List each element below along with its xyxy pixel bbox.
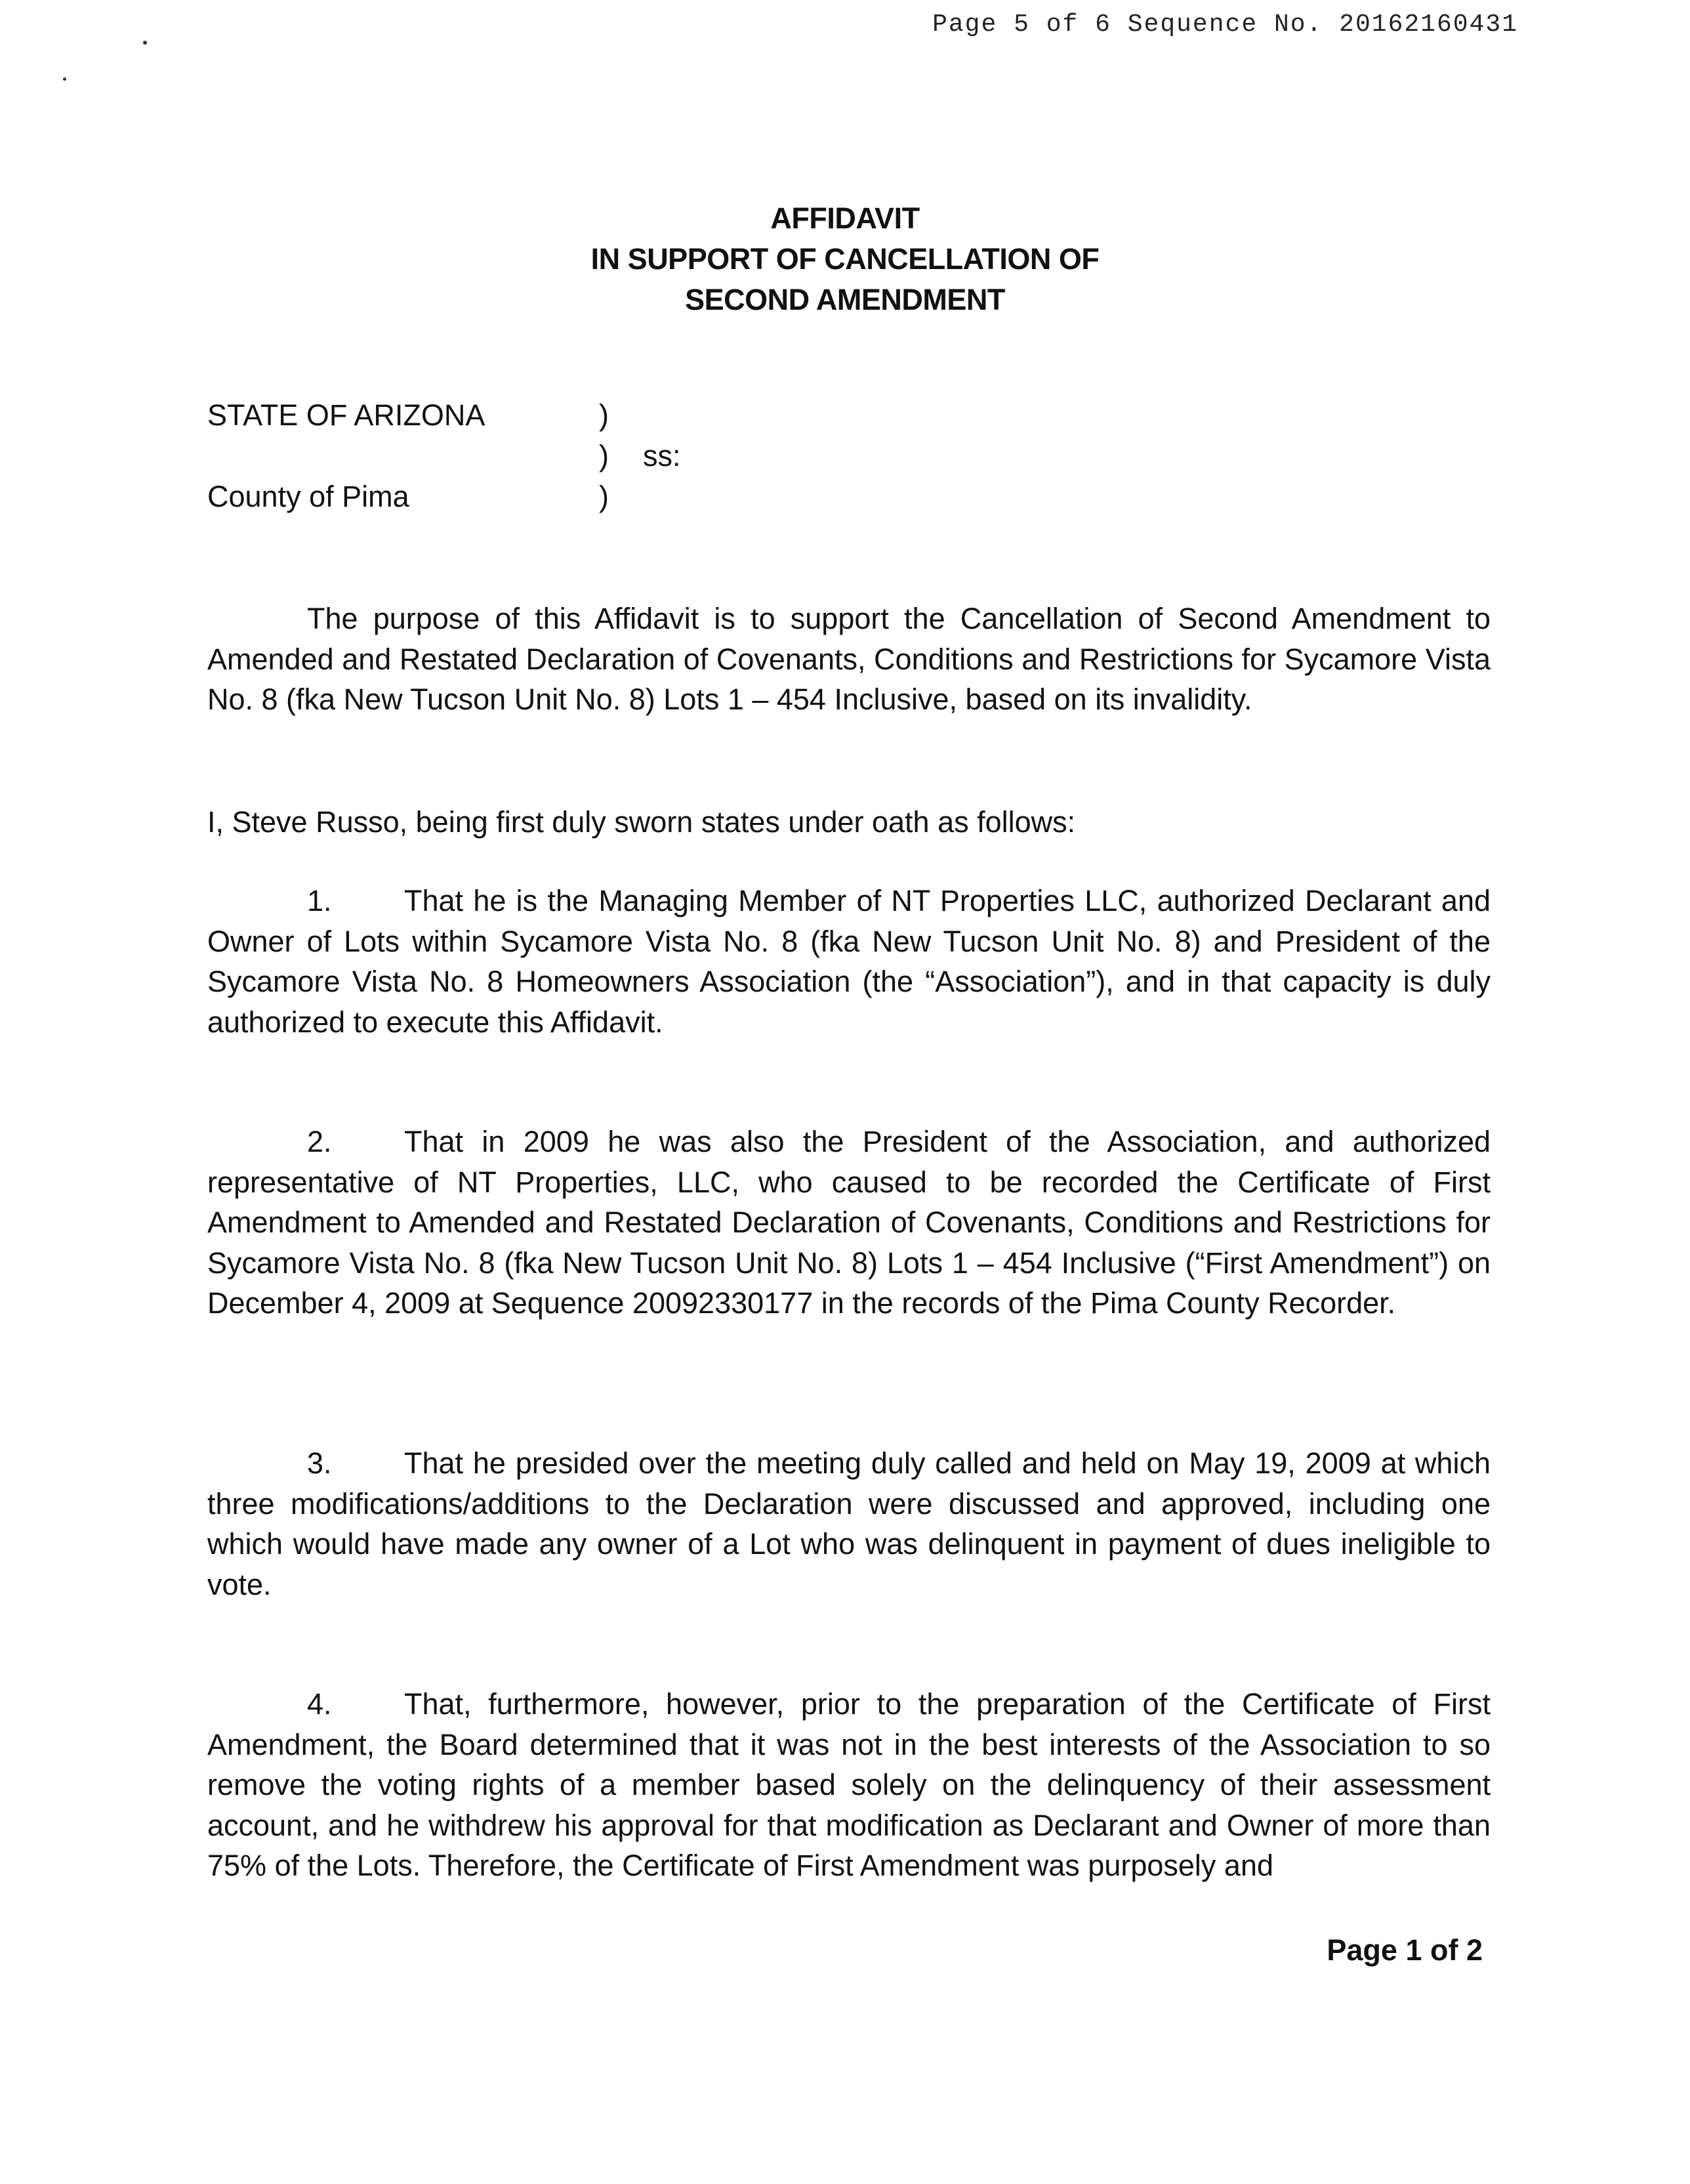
purpose-paragraph — [207, 598, 1491, 720]
page-total: 2 — [1466, 1933, 1483, 1967]
numbered-paragraph-3 — [207, 1443, 1491, 1605]
recording-stamp: Page 5 of 6 Sequence No. 20162160431 — [932, 10, 1518, 39]
paragraph-number: 4. — [307, 1687, 332, 1721]
venue-paren: ) — [599, 439, 609, 472]
paragraph-body — [207, 1122, 1491, 1324]
numbered-paragraph-4 — [207, 1684, 1491, 1886]
paragraph-number: 1. — [307, 884, 332, 917]
title-line-3: SECOND AMENDMENT — [685, 283, 1005, 316]
sworn-text: I, Steve Russo, being first duly sworn states under oath as follows: — [207, 805, 1076, 839]
paragraph-text: That in 2009 he was also the President of the Association, and authorized representative of NT Properties, LLC, who caused to be recorded the Certificate of First Amendment to Amended and Restated Declaration of Covenants, Conditions and Restrictions for Sycamore Vista No. 8 (fka New Tucson Unit No. 8) Lots 1 – 454 Inclusive (“First Amendment”) on December 4, 2009 at Sequence 20092330177 in the records of the Pima County Recorder. — [207, 1125, 1491, 1320]
venue-ss: ss: — [643, 439, 681, 472]
scan-speck — [63, 77, 66, 81]
paragraph-body — [207, 1443, 1491, 1605]
paragraph-text: That, furthermore, however, prior to the preparation of the Certificate of First Amendment, the Board determined that it was not in the best interests of the Association to so remove the voting rights of a member based solely on the delinquency of their assessment account, and he withdrew his approval for that modification as Declarant and Owner of more than 75% of the Lots. Therefore, the Certificate of First Amendment was purposely and — [207, 1687, 1491, 1882]
page-current: 1 — [1405, 1933, 1422, 1967]
title-line-1: AFFIDAVIT — [770, 201, 920, 235]
paragraph-body — [207, 881, 1491, 1042]
venue-state: STATE OF ARIZONA — [207, 398, 485, 432]
venue-paren: ) — [599, 398, 609, 432]
page-of: of — [1422, 1933, 1466, 1967]
page-number — [1327, 1933, 1483, 1967]
numbered-paragraph-1 — [207, 881, 1491, 1042]
title-line-2: IN SUPPORT OF CANCELLATION OF — [590, 242, 1100, 276]
paragraph-text: That he presided over the meeting duly called and held on May 19, 2009 at which three modifications/additions to the Declaration were discussed and approved, including one which would have made any owner of a Lot who was delinquent in payment of dues ineligible to vote. — [207, 1446, 1491, 1601]
sworn-statement — [207, 802, 1491, 843]
venue-paren: ) — [599, 480, 609, 513]
venue-county: County of Pima — [207, 480, 409, 513]
numbered-paragraph-2 — [207, 1122, 1491, 1324]
scan-speck — [143, 41, 147, 45]
paragraph-number: 2. — [307, 1125, 332, 1158]
page-prefix: Page — [1327, 1933, 1406, 1967]
paragraph-body — [207, 1684, 1491, 1886]
purpose-text: The purpose of this Affidavit is to support the Cancellation of Second Amendment to Amended and Restated Declaration of Covenants, Conditions and Restrictions for Sycamore Vista No. 8 (fka New Tucson Unit No. 8) Lots 1 – 454 Inclusive, based on its invalidity. — [207, 602, 1491, 716]
paragraph-number: 3. — [307, 1446, 332, 1480]
document-title — [0, 198, 1690, 320]
paragraph-text: That he is the Managing Member of NT Properties LLC, authorized Declarant and Owner of Lots within Sycamore Vista No. 8 (fka New Tucson Unit No. 8) and President of the Sycamore Vista No. 8 Homeowners Association (the “Association”), and in that capacity is duly authorized to execute this Affidavit. — [207, 884, 1491, 1039]
